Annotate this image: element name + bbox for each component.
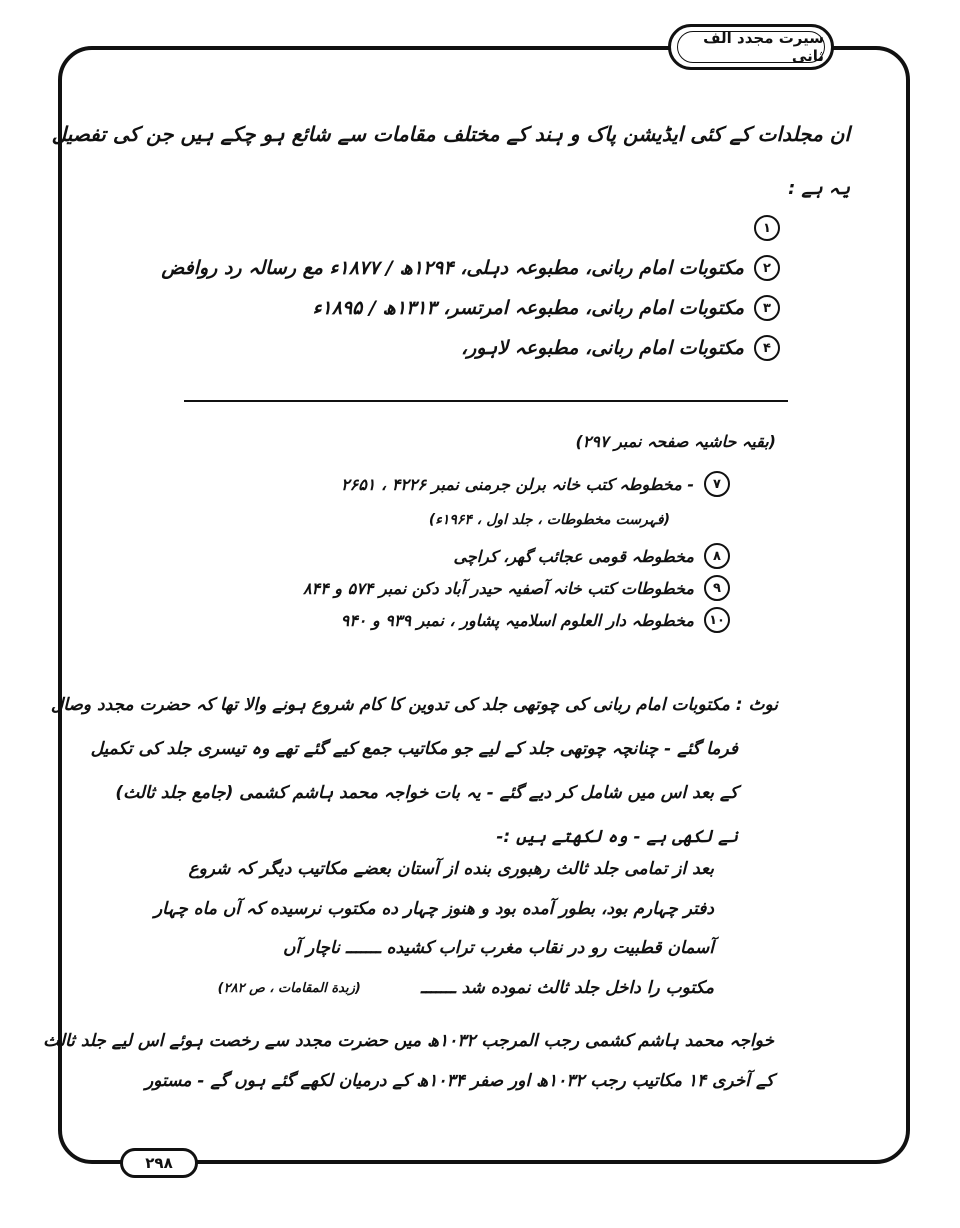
page-number: ۲۹۸ [120,1148,198,1178]
item-number: ۳ [754,295,780,321]
editions-list [161,208,780,368]
footnote-divider [184,400,788,402]
quote-line: دفتر چہارم بود، بطور آمده بود و هنوز چہار ده مکتوب نرسیده کہ آں ماه چہار [153,898,714,919]
note-line: نوٹ : مکتوبات امام ربانی کی چوتھی جلد کی تدوین کا کام شروع ہونے والا تھا کہ حضرت مجدد وصال [50,694,778,715]
list-item [161,248,780,288]
quote-line-last [214,968,714,1008]
quote-line: بعد از تمامی جلد ثالث رهبوری بنده از آستان بعضے مکاتیب دیگر کہ شروع [188,858,714,879]
footnotes-list [210,468,730,636]
footnote-text: مخطوطہ دار العلوم اسلامیہ پشاور ، نمبر ۹۳۹ و ۹۴۰ [340,610,694,630]
closing-line: کے آخری ۱۴ مکاتیب رجب ۱۰۳۲ھ اور صفر ۱۰۳۴ھ کے درمیان لکھے گئے ہوں گے - مستور [145,1070,774,1091]
closing-paragraph [43,1020,774,1100]
item-number: ۲ [754,255,780,281]
list-item [180,328,780,368]
footnote-text: مخطوطہ قومی عجائب گھر، کراچی [453,546,694,566]
quote-line: آسمان قطبیت رو در نقاب مغرب تراب کشیده ـــــــ ناچار آں [282,938,714,958]
list-item [180,288,780,328]
footnotes-heading: (بقیہ حاشیہ صفحہ نمبر ۲۹۷) [575,432,776,451]
footnote-item [210,540,730,572]
intro-line-2: یہ ہے : [788,178,850,199]
running-header [668,24,834,70]
note-line: کے بعد اس میں شامل کر دیے گئے - یہ بات خواجہ محمد ہاشم کشمی (جامع جلد ثالث) [115,782,738,803]
intro-line-1: ان مجلدات کے کئی ایڈیشن پاک و ہند کے مختلف مقامات سے شائع ہو چکے ہیں جن کی تفصیل [51,122,850,146]
footnote-text: - مخطوطہ کتب خانہ برلن جرمنی نمبر ۴۲۲۶ ، ۲۶۵۱ [341,474,694,494]
closing-line: خواجہ محمد ہاشم کشمی رجب المرجب ۱۰۳۲ھ میں حضرت مجدد سے رخصت ہوئے اس لیے جلد ثالث [43,1030,774,1051]
item-text: مکتوبات امام ربانی، مطبوعہ دہلی، ۱۲۹۴ھ / ۱۸۷۷ء مع رسالہ رد روافض [161,257,744,279]
item-number: ۱ [754,215,780,241]
footnote-text: مخطوطات کتب خانہ آصفیہ حیدر آباد دکن نمبر ۵۷۴ و ۸۴۴ [302,578,694,598]
note-paragraph [50,682,778,858]
footnote-number: ۷ [704,471,730,497]
footnote-item [210,604,730,636]
item-text: مکتوبات امام ربانی، مطبوعہ لاہور، [460,337,744,359]
quote-reference: (زبدة المقامات ، ص ۲۸۲) [217,980,361,996]
note-line: فرما گئے - چنانچہ چوتھی جلد کے لیے جو مکاتیب جمع کیے گئے تھے وہ تیسری جلد کی تکمیل [90,738,738,759]
quote-line-text: مکتوب را داخل جلد ثالث نموده شد ـــــــ [420,978,714,998]
item-number: ۴ [754,335,780,361]
footnote-number: ۹ [704,575,730,601]
list-item [180,208,780,248]
note-line: نے لکھی ہے - وہ لکھتے ہیں :- [496,826,738,847]
running-header-title: سیرت مجدد الف ثانی [677,31,825,63]
item-text: مکتوبات امام ربانی، مطبوعہ امرتسر، ۱۳۱۳ھ / ۱۸۹۵ء [312,297,744,319]
footnote-subtext: (فہرست مخطوطات ، جلد اول ، ۱۹۶۴ء) [428,512,670,528]
persian-quote [153,848,714,1008]
footnote-number: ۱۰ [704,607,730,633]
footnote-item [210,468,730,500]
footnote-item [210,572,730,604]
footnote-number: ۸ [704,543,730,569]
